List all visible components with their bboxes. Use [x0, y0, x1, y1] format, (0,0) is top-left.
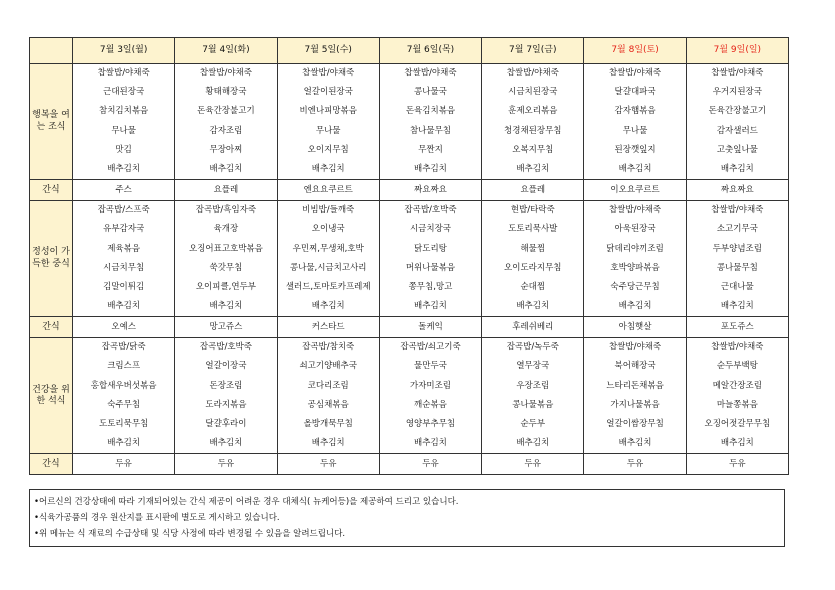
snack-cell: 요플레	[482, 180, 584, 201]
dish-item: 아욱된장국	[614, 224, 656, 235]
dish-item: 잡곡밥/스프죽	[97, 205, 150, 216]
dish-item: 찹쌀밥/야채죽	[302, 68, 355, 78]
dish-item: 현밥/타락죽	[510, 205, 555, 216]
dish-item: 숙주당근무침	[610, 281, 660, 292]
dish-item: 된장깻잎지	[614, 144, 656, 155]
meal-cell	[482, 338, 584, 454]
meal-cell	[73, 201, 175, 317]
dish-item: 비엔나피망볶음	[299, 106, 357, 117]
dish-item: 머위나물볶음	[405, 262, 456, 273]
dish-item: 배추김치	[107, 438, 141, 449]
snack-cell: 두유	[73, 454, 175, 475]
dish-item: 시금치장국	[409, 224, 452, 235]
dish-item: 숙주무침	[107, 399, 141, 410]
dish-item: 해물찜	[520, 243, 546, 254]
dish-item: 찹쌀밥/야채죽	[608, 205, 662, 216]
meal-cell	[277, 201, 379, 317]
dish-item: 황태해장국	[205, 87, 247, 98]
snack-cell: 망고쥬스	[175, 317, 277, 338]
dish-item: 올방개묵무침	[303, 419, 353, 429]
day-header-6: 7월 8일(토)	[584, 38, 686, 64]
day-header-3: 7월 5일(수)	[277, 38, 379, 64]
dish-item: 무나물	[111, 125, 136, 136]
dish-item: 배추김치	[720, 301, 754, 312]
snack-row	[30, 317, 789, 338]
dish-item: 순대찜	[520, 281, 546, 292]
dish-item: 도라지볶음	[205, 399, 247, 410]
snack-label: 간식	[30, 317, 73, 338]
dish-item: 근대된장국	[103, 87, 145, 98]
meal-cell	[686, 338, 788, 454]
meal-row	[30, 338, 789, 454]
dish-item: 감자조림	[209, 125, 243, 136]
meal-cell	[73, 338, 175, 454]
dish-item: 잡곡밥/호박죽	[404, 205, 457, 216]
snack-cell: 짜요짜요	[686, 180, 788, 201]
dish-item: 두부양념조림	[712, 243, 762, 254]
note-line: •식육가공품의 경우 원산지를 표시판에 별도로 게시하고 있습니다.	[34, 513, 280, 523]
dish-item: 영양부추무침	[405, 419, 456, 429]
dish-item: 무나물	[622, 125, 648, 136]
dish-item: 찹쌀밥/야채죽	[199, 68, 252, 78]
dish-item: 쑥갓무침	[209, 262, 243, 273]
dish-item: 돈육간장불고기	[197, 106, 255, 117]
snack-cell: 주스	[73, 180, 175, 201]
snack-cell: 후레쉬베리	[482, 317, 584, 338]
notes-box	[29, 489, 785, 547]
dish-item: 도토리묵무침	[99, 419, 149, 429]
dish-item: 우장조림	[516, 380, 550, 391]
dish-item: 배추김치	[618, 163, 652, 174]
meal-label: 행복을 여는 조식	[30, 64, 73, 180]
meal-cell	[584, 338, 686, 454]
dish-item: 가자미조림	[409, 380, 452, 391]
dish-item: 제육볶음	[107, 243, 141, 254]
dish-item: 찹쌀밥/야채죽	[608, 68, 662, 78]
dish-item: 달걀후라이	[205, 419, 247, 429]
dish-item: 달걀대파국	[614, 87, 656, 98]
dish-item: 찹쌀밥/야채죽	[506, 68, 559, 78]
snack-cell: 두유	[379, 454, 481, 475]
dish-item: 감자샐러드	[716, 125, 758, 136]
header-corner-cell	[30, 38, 73, 64]
meal-cell	[686, 64, 788, 180]
dish-item: 배추김치	[107, 301, 141, 312]
meal-cell	[584, 201, 686, 317]
snack-cell: 엔요요쿠르트	[277, 180, 379, 201]
dish-item: 순두부	[520, 419, 546, 429]
meal-cell	[175, 338, 277, 454]
dish-item: 코다리조림	[307, 380, 349, 391]
dish-item: 배추김치	[516, 438, 550, 449]
dish-item: 육개장	[213, 224, 239, 235]
meal-cell	[175, 201, 277, 317]
dish-item: 오징어표고호박볶음	[188, 243, 263, 254]
dish-item: 잡곡밥/쇠고기죽	[400, 342, 461, 353]
snack-cell: 돌케익	[379, 317, 481, 338]
meal-cell	[175, 64, 277, 180]
dish-item: 청경채된장무침	[504, 125, 562, 136]
snack-row	[30, 454, 789, 475]
snack-cell: 두유	[175, 454, 277, 475]
dish-item: 얼갈이쌈장무침	[606, 419, 664, 429]
dish-item: 잡곡밥/참치죽	[302, 342, 355, 353]
dish-item: 배추김치	[311, 301, 345, 312]
dish-item: 콩나물무침	[716, 262, 758, 273]
meal-cell	[379, 64, 481, 180]
meal-cell	[482, 201, 584, 317]
dish-item: 잡곡밥/닭죽	[101, 342, 146, 353]
dish-item: 마늘쫑볶음	[716, 399, 758, 410]
dish-item: 배추김치	[414, 301, 447, 312]
dish-item: 콩나물국	[414, 87, 447, 98]
dish-item: 메알간장조림	[712, 380, 762, 391]
dish-item: 배추김치	[516, 301, 550, 312]
dish-item: 배추김치	[720, 438, 754, 449]
dish-item: 찹쌀밥/야채죽	[711, 68, 764, 78]
dish-item: 맛김	[115, 144, 132, 155]
dish-item: 찹쌀밥/야채죽	[404, 68, 457, 78]
meal-cell	[686, 201, 788, 317]
menu-body	[30, 64, 789, 475]
dish-item: 돈장조림	[209, 380, 243, 391]
dish-item: 공심채볶음	[307, 399, 349, 410]
dish-item: 찹쌀밥/야채죽	[97, 68, 150, 78]
day-header-row	[30, 38, 789, 64]
dish-item: 홍합새우버섯볶음	[90, 380, 157, 391]
dish-item: 우민찌,무생채,호박	[292, 243, 364, 254]
dish-item: 배추김치	[720, 163, 754, 174]
dish-item: 김말이튀김	[103, 281, 145, 292]
dish-item: 찹쌀밥/야채죽	[608, 342, 662, 353]
dish-item: 북어해장국	[614, 361, 656, 372]
dish-item: 배추김치	[618, 438, 652, 449]
snack-cell: 두유	[584, 454, 686, 475]
dish-item: 감자햄볶음	[614, 106, 656, 117]
dish-item: 비빔밥/들깨죽	[302, 205, 355, 216]
dish-item: 열무장국	[516, 361, 550, 372]
dish-item: 시금치무침	[103, 262, 145, 273]
meal-label: 건강을 위한 석식	[30, 338, 73, 454]
dish-item: 느타리돈채볶음	[606, 380, 664, 391]
dish-item: 무짠지	[418, 144, 443, 155]
dish-item: 오이도라지무침	[504, 262, 562, 273]
dish-item: 깨순볶음	[414, 399, 447, 410]
dish-item: 시금치된장국	[508, 87, 558, 98]
dish-item: 닭도리탕	[414, 243, 447, 254]
dish-item: 콩나물볶음	[512, 399, 554, 410]
meal-cell	[584, 64, 686, 180]
meal-cell	[73, 64, 175, 180]
dish-item: 오이피클,연두부	[195, 281, 257, 292]
snack-cell: 아침햇살	[584, 317, 686, 338]
dish-item: 크림스프	[107, 361, 141, 372]
snack-cell: 이오요쿠르트	[584, 180, 686, 201]
snack-cell: 두유	[277, 454, 379, 475]
dish-item: 콩나물,시금치고사리	[289, 262, 367, 273]
meal-cell	[379, 201, 481, 317]
dish-item: 잡곡밥/녹두죽	[506, 342, 559, 353]
dish-item: 무나물	[315, 125, 341, 136]
snack-row	[30, 180, 789, 201]
dish-item: 훈제오리볶음	[508, 106, 558, 117]
dish-item: 참치김치볶음	[99, 106, 149, 117]
dish-item: 물만두국	[414, 361, 447, 372]
snack-label: 간식	[30, 454, 73, 475]
dish-item: 배추김치	[311, 163, 345, 174]
day-header-1: 7월 3일(월)	[73, 38, 175, 64]
dish-item: 배추김치	[209, 163, 243, 174]
dish-item: 배추김치	[209, 301, 243, 312]
dish-item: 쫑무침,망고	[408, 281, 453, 292]
dish-item: 소고기무국	[716, 224, 758, 235]
snack-cell: 포도쥬스	[686, 317, 788, 338]
dish-item: 얼갈이된장국	[303, 87, 353, 98]
dish-item: 배추김치	[618, 301, 652, 312]
snack-cell: 두유	[686, 454, 788, 475]
dish-item: 순두부백탕	[716, 361, 758, 372]
dish-item: 배추김치	[414, 438, 447, 449]
dish-item: 얼갈이장국	[205, 361, 247, 372]
note-line: •위 메뉴는 식 재료의 수급상태 및 식당 사정에 따라 변경될 수 있음을 알려드립니다.	[34, 529, 346, 539]
dish-item: 배추김치	[516, 163, 550, 174]
dish-item: 호박양파볶음	[610, 262, 660, 273]
dish-item: 유부감자국	[103, 224, 145, 235]
day-header-4: 7월 6일(목)	[379, 38, 481, 64]
day-header-2: 7월 4일(화)	[175, 38, 277, 64]
meal-cell	[277, 338, 379, 454]
dish-item: 찹쌀밥/야채죽	[711, 205, 764, 216]
dish-item: 오징어젓갈무무침	[704, 419, 771, 429]
meal-cell	[277, 64, 379, 180]
snack-cell: 짜요짜요	[379, 180, 481, 201]
meal-row	[30, 201, 789, 317]
dish-item: 돈육김치볶음	[405, 106, 456, 117]
dish-item: 쇠고기양배추국	[299, 361, 357, 372]
dish-item: 오이지무침	[307, 144, 349, 155]
meal-cell	[482, 64, 584, 180]
dish-item: 닭데리야끼조림	[606, 243, 664, 254]
snack-cell: 커스타드	[277, 317, 379, 338]
dish-item: 배추김치	[209, 438, 243, 449]
dish-item: 배추김치	[107, 163, 141, 174]
weekly-menu-table	[29, 37, 789, 475]
snack-label: 간식	[30, 180, 73, 201]
snack-cell: 요플레	[175, 180, 277, 201]
dish-item: 고춧잎나물	[716, 144, 758, 155]
dish-item: 잡곡밥/흑임자죽	[195, 205, 257, 216]
dish-item: 배추김치	[414, 163, 447, 174]
dish-item: 샐러드,토마토카프레제	[285, 281, 371, 292]
dish-item: 근대나물	[720, 281, 754, 292]
dish-item: 가지나물볶음	[610, 399, 660, 410]
note-line: •어르신의 건강상태에 따라 기재되어있는 간식 제공이 어려운 경우 대체식( 뉴케어등)을 제공하여 드리고 있습니다.	[34, 497, 459, 507]
dish-item: 배추김치	[311, 438, 345, 449]
dish-item: 도토리묵사발	[508, 224, 558, 235]
meal-cell	[379, 338, 481, 454]
snack-cell: 오예스	[73, 317, 175, 338]
meal-label: 정성이 가득한 중식	[30, 201, 73, 317]
day-header-7: 7월 9일(일)	[686, 38, 788, 64]
day-header-5: 7월 7일(금)	[482, 38, 584, 64]
dish-item: 찹쌀밥/야채죽	[711, 342, 764, 353]
dish-item: 참나물무침	[409, 125, 452, 136]
dish-item: 우거지된장국	[712, 87, 762, 98]
dish-item: 오이냉국	[311, 224, 345, 235]
snack-cell: 두유	[482, 454, 584, 475]
dish-item: 돈육간장불고기	[708, 106, 767, 117]
dish-item: 무장아찌	[209, 144, 243, 155]
dish-item: 잡곡밥/호박죽	[199, 342, 252, 353]
meal-row	[30, 64, 789, 180]
dish-item: 오복지무침	[512, 144, 554, 155]
